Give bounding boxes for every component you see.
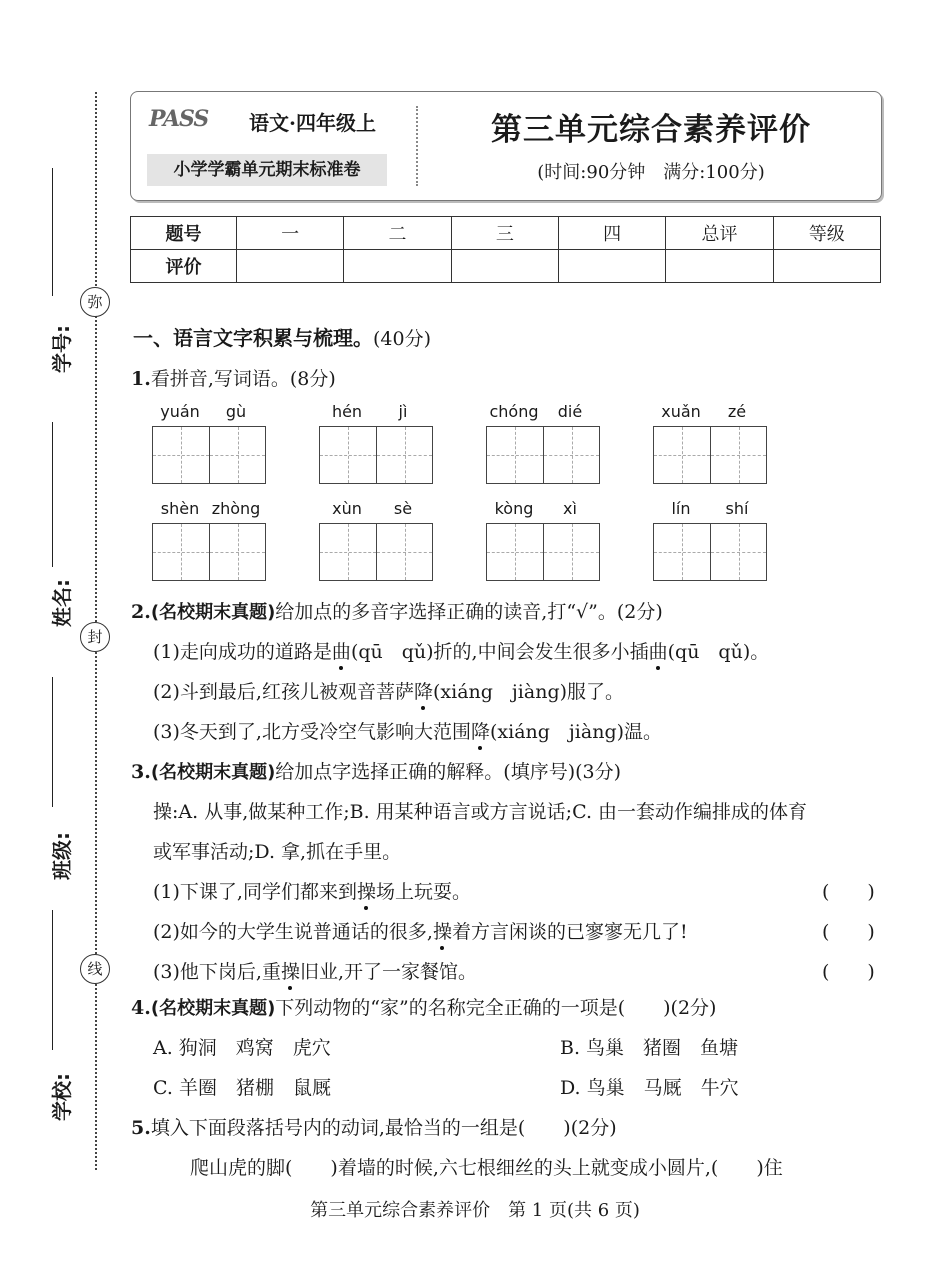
name-line[interactable] <box>52 422 53 567</box>
writing-cell[interactable] <box>654 524 710 580</box>
writing-cell[interactable] <box>376 524 432 580</box>
seal-char-mi: 弥 <box>80 287 110 317</box>
header-divider <box>416 106 418 186</box>
question-4 <box>131 993 716 1020</box>
question-4-option-d[interactable]: D. 鸟巢 马厩 牛穴 <box>560 1077 739 1099</box>
pinyin-syllable: zhòng <box>211 499 261 518</box>
q2-item1-dotted-char: 曲 <box>648 641 668 663</box>
pinyin-syllable: shí <box>725 499 749 518</box>
answer-blank[interactable]: ( ) <box>822 961 875 983</box>
answer-blank[interactable]: ( ) <box>822 881 875 903</box>
score-cell[interactable] <box>344 250 451 283</box>
question-4-text[interactable]: 下列动物的“家”的名称完全正确的一项是( )(2分) <box>275 997 717 1019</box>
writing-grid <box>653 426 767 484</box>
question-4-tag: (名校期末真题) <box>150 998 276 1019</box>
q3-s3-dotted-char: 操 <box>280 961 300 983</box>
score-header-3: 三 <box>451 217 558 250</box>
q2-item2-part: (2)斗到最后,红孩儿被观音菩萨 <box>153 681 414 703</box>
pinyin-syllable: hén <box>331 402 363 421</box>
writing-grid <box>486 523 600 581</box>
question-4-option-c[interactable]: C. 羊圈 猪棚 鼠厩 <box>153 1077 331 1099</box>
section-1-heading <box>133 322 431 351</box>
writing-cell[interactable] <box>487 524 543 580</box>
writing-grid <box>653 523 767 581</box>
q3-s1-part: 场上玩耍。 <box>375 881 471 903</box>
question-3-sentence-3 <box>153 957 477 984</box>
pinyin-syllable: gù <box>225 402 247 421</box>
question-3-sentence-2 <box>153 917 688 944</box>
question-1 <box>131 364 336 391</box>
question-2-text: 给加点的多音字选择正确的读音,打“√”。(2分) <box>275 601 663 623</box>
pinyin-syllable: zé <box>727 402 747 421</box>
writing-cell[interactable] <box>543 524 599 580</box>
subject-grade: 语文·四年级上 <box>249 111 376 135</box>
score-cell[interactable] <box>558 250 665 283</box>
school-label: 学校: <box>50 1073 74 1121</box>
q2-item3-part: (3)冬天到了,北方受冷空气影响大范围 <box>153 721 471 743</box>
answer-blank[interactable]: ( ) <box>822 921 875 943</box>
question-2-number: 2. <box>131 601 151 623</box>
score-table-header-row <box>131 217 881 250</box>
class-line[interactable] <box>52 677 53 807</box>
school-line[interactable] <box>52 910 53 1050</box>
pinyin-syllable: yuán <box>160 402 200 421</box>
pinyin-syllable: dié <box>557 402 583 421</box>
q2-item1-part: (1)走向成功的道路是 <box>153 641 332 663</box>
question-4-number: 4. <box>131 997 151 1019</box>
writing-grid <box>319 426 433 484</box>
question-3-sentence-1 <box>153 877 471 904</box>
writing-cell[interactable] <box>654 427 710 483</box>
pinyin-syllable: xuǎn <box>661 402 701 421</box>
score-header-question-no: 题号 <box>131 217 237 250</box>
score-cell[interactable] <box>451 250 558 283</box>
exam-title: 第三单元综合素养评价 <box>491 112 811 148</box>
q2-item1-dotted-char: 曲 <box>331 641 351 663</box>
writing-cell[interactable] <box>153 524 209 580</box>
q3-s1-dotted-char: 操 <box>356 881 376 903</box>
question-1-text: 看拼音,写词语。(8分) <box>150 368 336 390</box>
name-label: 姓名: <box>50 579 74 627</box>
q3-s2-dotted-char: 操 <box>432 921 452 943</box>
writing-cell[interactable] <box>209 427 265 483</box>
question-3-definitions-1: 操:A. 从事,做某种工作;B. 用某种语言或方言说话;C. 由一套动作编排成的体育 <box>153 801 808 823</box>
writing-cell[interactable] <box>543 427 599 483</box>
score-header-1: 一 <box>237 217 344 250</box>
pinyin-syllable: sè <box>393 499 413 518</box>
pinyin-syllable: chóng <box>489 402 539 421</box>
q2-item3-dotted-char: 降 <box>470 721 490 743</box>
writing-grid <box>152 523 266 581</box>
pinyin-syllable: kòng <box>494 499 534 518</box>
score-cell[interactable] <box>666 250 773 283</box>
writing-cell[interactable] <box>487 427 543 483</box>
pinyin-syllable: shèn <box>160 499 200 518</box>
series-name: 小学学霸单元期末标准卷 <box>147 154 387 186</box>
question-5-passage[interactable]: 爬山虎的脚( )着墙的时候,六七根细丝的头上就变成小圆片,( )住 <box>190 1157 783 1179</box>
q2-item1-part[interactable]: (qū qǔ)。 <box>667 641 770 663</box>
page-footer: 第三单元综合素养评价 第 1 页(共 6 页) <box>310 1200 640 1221</box>
question-3-text: 给加点字选择正确的解释。(填序号)(3分) <box>275 761 622 783</box>
question-4-option-a[interactable]: A. 狗洞 鸡窝 虎穴 <box>153 1037 331 1059</box>
question-5-number: 5. <box>131 1117 151 1139</box>
question-3 <box>131 757 621 784</box>
question-2-item-1 <box>153 637 769 664</box>
writing-grid <box>486 426 600 484</box>
score-header-total: 总评 <box>666 217 773 250</box>
writing-cell[interactable] <box>710 524 766 580</box>
score-cell[interactable] <box>773 250 880 283</box>
writing-cell[interactable] <box>710 427 766 483</box>
class-label: 班级: <box>50 832 74 880</box>
q3-s1-part: (1)下课了,同学们都来到 <box>153 881 357 903</box>
seal-char-feng: 封 <box>80 622 110 652</box>
question-4-option-b[interactable]: B. 鸟巢 猪圈 鱼塘 <box>560 1037 739 1059</box>
score-cell[interactable] <box>237 250 344 283</box>
writing-cell[interactable] <box>153 427 209 483</box>
writing-cell[interactable] <box>209 524 265 580</box>
score-table <box>130 216 881 283</box>
time-score-info: (时间:90分钟 满分:100分) <box>537 162 765 183</box>
score-header-4: 四 <box>558 217 665 250</box>
q3-s2-part: (2)如今的大学生说普通话的很多, <box>153 921 433 943</box>
section-1-points: (40分) <box>373 328 432 350</box>
question-2-item-3 <box>153 717 662 744</box>
q2-item3-part[interactable]: (xiáng jiàng)温。 <box>489 721 663 743</box>
pinyin-syllable: xì <box>563 499 577 518</box>
question-3-number: 3. <box>131 761 151 783</box>
question-5 <box>131 1113 617 1140</box>
question-3-tag: (名校期末真题) <box>150 762 276 783</box>
question-2-item-2 <box>153 677 624 704</box>
question-2 <box>131 597 663 624</box>
student-id-line[interactable] <box>52 168 53 296</box>
student-id-label: 学号: <box>50 325 74 373</box>
writing-cell[interactable] <box>320 427 376 483</box>
section-1-title: 一、语言文字积累与梳理。 <box>133 326 373 350</box>
q2-item1-part[interactable]: (qū qǔ)折的,中间会发生很多小插 <box>350 641 649 663</box>
seal-char-xian: 线 <box>80 954 110 984</box>
question-3-definitions-2: 或军事活动;D. 拿,抓在手里。 <box>153 841 402 863</box>
question-1-number: 1. <box>131 368 151 390</box>
question-5-text[interactable]: 填入下面段落括号内的动词,最恰当的一组是( )(2分) <box>150 1117 617 1139</box>
writing-cell[interactable] <box>376 427 432 483</box>
pinyin-syllable: jì <box>398 402 408 421</box>
writing-cell[interactable] <box>320 524 376 580</box>
pinyin-syllable: lín <box>671 499 691 518</box>
q2-item2-part[interactable]: (xiáng jiàng)服了。 <box>432 681 625 703</box>
pass-logo: PASS <box>149 106 209 132</box>
q3-s2-part: 着方言闲谈的已寥寥无几了! <box>451 921 688 943</box>
score-header-2: 二 <box>344 217 451 250</box>
q3-s3-part: (3)他下岗后,重 <box>153 961 281 983</box>
score-row-label: 评价 <box>131 250 237 283</box>
q2-item2-dotted-char: 降 <box>413 681 433 703</box>
pinyin-syllable: xùn <box>332 499 362 518</box>
q3-s3-part: 旧业,开了一家餐馆。 <box>299 961 478 983</box>
question-2-tag: (名校期末真题) <box>150 602 276 623</box>
writing-grid <box>319 523 433 581</box>
score-table-eval-row <box>131 250 881 283</box>
exam-header <box>130 91 882 201</box>
writing-grid <box>152 426 266 484</box>
score-header-grade: 等级 <box>773 217 880 250</box>
